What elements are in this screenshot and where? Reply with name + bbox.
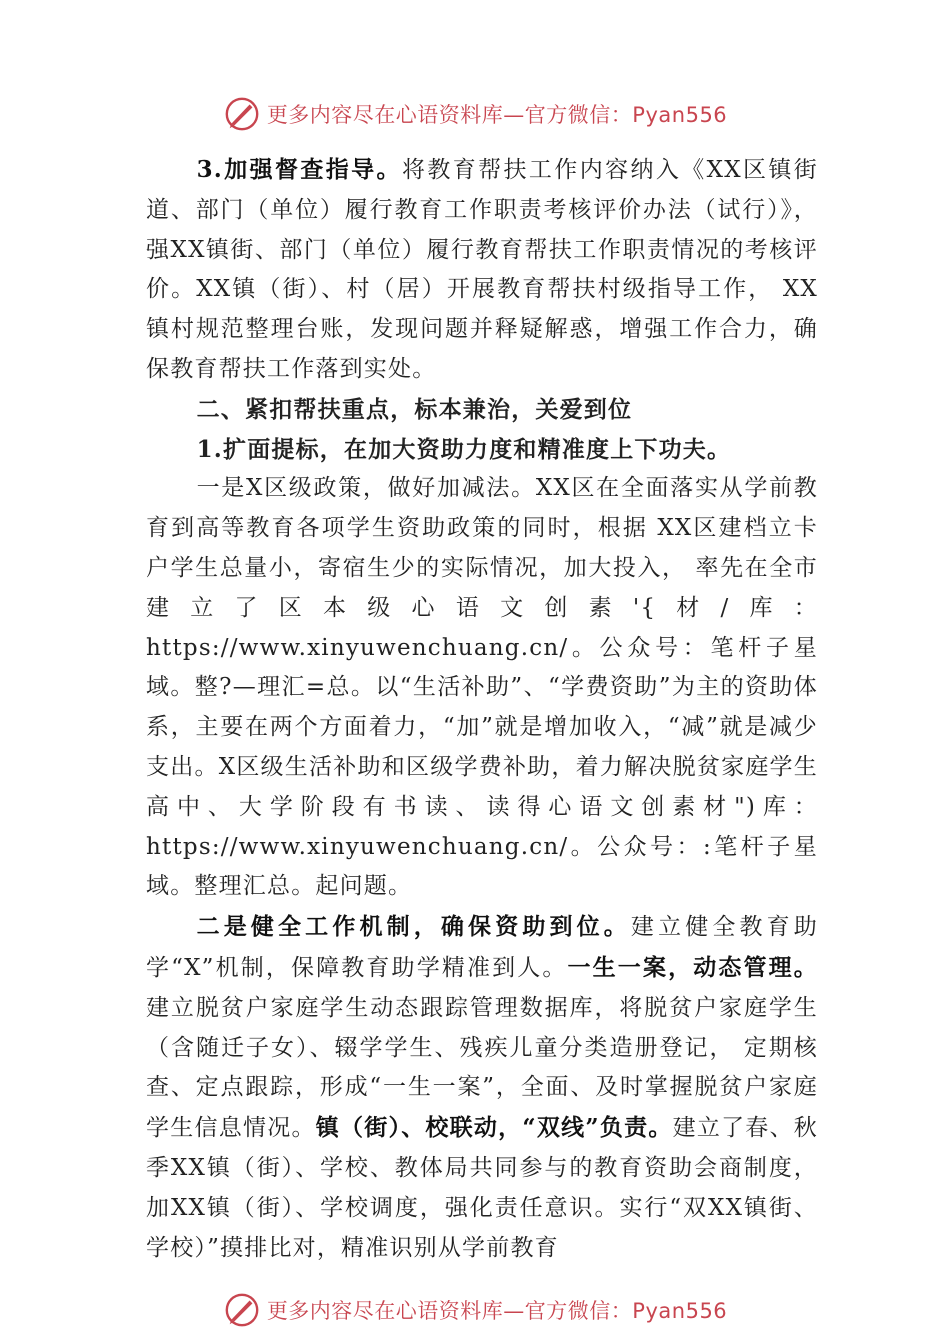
watermark-text: 更多内容尽在心语资料库—官方微信：Pyan556 bbox=[266, 103, 728, 127]
paragraph-mechanism bbox=[146, 907, 818, 1268]
header-watermark-banner bbox=[0, 94, 950, 134]
section-heading: 二、紧扣帮扶重点，标本兼治，关爱到位 bbox=[196, 395, 633, 423]
paragraph-text: 将教育帮扶工作内容纳入《XX区镇街道、部门（单位）履行教育工作职责考核评价办法（试行）》，强XX镇街、部门（单位）履行教育帮扶工作职责情况的考核评价。XX镇（街）、村（居）开展教育帮扶村级指导工作， XX镇村规范整理台账，发现问题并释疑解惑，增强工作合力，确保教育帮扶工作落到实处。 bbox=[146, 157, 818, 382]
footer-watermark-banner bbox=[0, 1290, 950, 1330]
text-2: 建立脱贫户家庭学生动态跟踪管理数据库，将脱贫户家庭学生（含随迁子女）、辍学学生、残疾儿童分类造册登记， 定期核查、定点跟踪，形成“一生一案”，全面、及时掌握脱贫户家庭学生信息情况。 bbox=[146, 994, 818, 1142]
watermark-text: 更多内容尽在心语资料库—官方微信：Pyan556 bbox=[266, 1299, 728, 1323]
bold-lead-3: 镇（街）、校联动，“双线”负责。 bbox=[315, 1114, 673, 1142]
pen-logo-icon bbox=[223, 1291, 261, 1329]
pen-logo-icon bbox=[223, 95, 261, 133]
paragraph-supervision bbox=[146, 150, 818, 390]
subsection-heading: 1.扩面提标，在加大资助力度和精准度上下功夫。 bbox=[196, 435, 732, 463]
text-1: 建立健全教育助学“X”机制，保障教育助学精准到人。 bbox=[146, 914, 818, 981]
document-body bbox=[146, 150, 818, 1268]
paragraph-policy: 一是X区级政策，做好加减法。XX区在全面落实从学前教育到高等教育各项学生资助政策的同时，根据 XX区建档立卡户学生总量小，寄宿生少的实际情况，加大投入， 率先在全市建立了区本级心语文创素'{材/库：https://www.xinyuwenchuang.cn/。公众号：笔杆子星域。整?—理汇=总。以“生活补助”、“学费资助”为主的资助体系，主要在两个方面着力，“加”就是增加收入，“减”就是减少支出。X区级生活补助和区级学费补助，着力解决脱贫家庭学生高中、大学阶段有书读、读得心语文创素材")库：https://www.xinyuwenchuang.cn/。公众号：:笔杆子星域。整理汇总。起问题。 bbox=[146, 475, 818, 900]
bold-lead-1: 二是健全工作机制，确保资助到位。 bbox=[196, 913, 631, 941]
text-3: 建立了春、秋季XX镇（街）、学校、教体局共同参与的教育资助会商制度，加XX镇（街）、学校调度，强化责任意识。实行“双XX镇街、学校）”摸排比对，精准识别从学前教育 bbox=[146, 1115, 818, 1261]
bold-lead-2: 一生一案，动态管理。 bbox=[567, 953, 818, 981]
paragraph-heading-bold: 3.加强督查指导。 bbox=[196, 156, 402, 183]
